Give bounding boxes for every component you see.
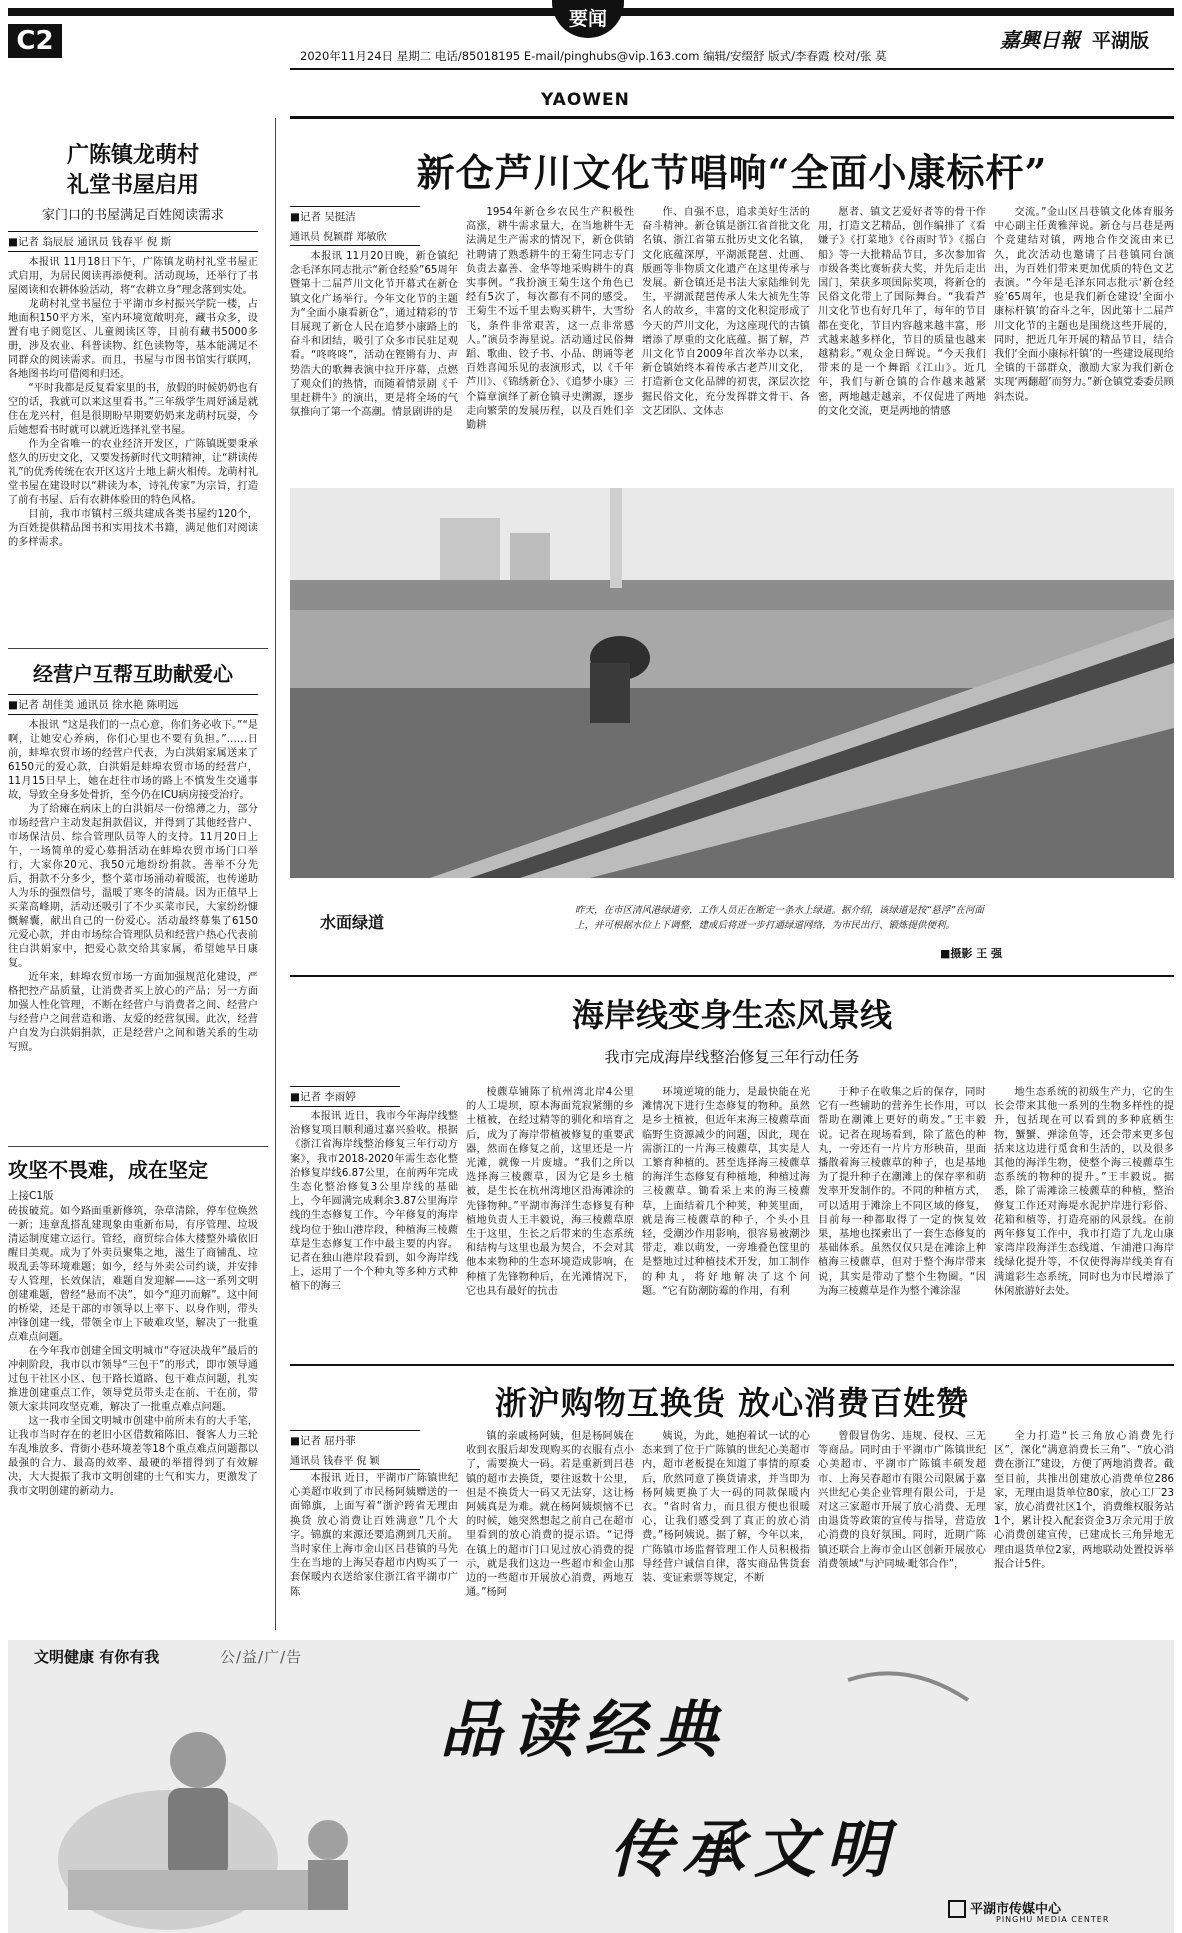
- media-center-name: 平湖市传媒中心: [970, 1902, 1062, 1917]
- shopping-column-4: [818, 1430, 986, 1628]
- body-paragraph: 本报讯 11月20日晚，新仓镇纪念毛泽东同志批示“新仓经验”65周年暨第十二届芦川文化节开幕式在新仓镇文化广场举行。今年文化节的主题为“全面小康看新仓”，通过精彩的节目展现了新仓人民在追梦小康路上的奋斗和团结，吸引了众多市民驻足观看。“咚咚咚”，活动在铿锵有力、声势浩大的歌舞表演中拉开序幕，点燃了观众们的热情，而随着情景剧《千里赶耕牛》的演出，更是将全场的气氛推向了第一个高潮。情景剧讲的是: [290, 251, 458, 419]
- body-paragraph: 本报讯 “这是我们的一点心意，你们务必收下。”“是啊，让她安心养病，你们心里也不要有负担。”……日前，蚌埠农贸市场的经营户代表，为白洪娟家属送来了6150元的爱心款，白洪娟是蚌埠农贸市场的经营户，11月15日早上，她在赶往市场的路上不慎发生交通事故，导致全身多处骨折，至今仍在ICU病房接受治疗。: [8, 720, 258, 801]
- main-column-4: [818, 206, 986, 480]
- ad-headline-2: 传承文明: [610, 1813, 899, 1886]
- shopping-column-1: [290, 1472, 458, 1628]
- section-divider: [8, 648, 268, 649]
- body-paragraph: 这一我市全国文明城市创建中前所未有的大手笔，让我市当时存在的老旧小区借数箱陈旧、餐客人力三轮车乱堆放多、背街小巷环境差等18个重点难点问题都以最强的合力、最高的效率、最硬的举措得到了有效解决，大大提振了我市文明创建的士气和实力，更激发了我市文明创建的新动力。: [8, 1416, 258, 1497]
- body-paragraph: 本报讯 11月18日下午，广陈镇龙萌村礼堂书屋正式启用，为居民阅读再添便利。活动现场，还举行了书屋阅读和农耕体验活动，将“农耕立身”理念落到实处。: [8, 257, 258, 296]
- body-paragraph: 交流。”金山区吕巷镇文化体育服务中心副主任黄雅萍说。新仓与吕巷是两个竞建结对镇，两地合作交流由来已久，此次活动也邀请了吕巷镇同台演出，为百姓们带来更加优质的特色文艺表演。“今年是毛泽东同志批示‘新仓经验’65周年，也是我们新仓建设‘全面小康标杆镇’的奋斗之年，因此第十二届芦川文化节的主题也是围绕这些开展的，同时，把近几年开展的精品节目，结合我们‘全面小康标杆镇’的一些建设展现给全镇的干部群众，激励大家为我们新仓实现‘两翻超’而努力。”新仓镇党委委员顾斜杰说。: [994, 207, 1174, 403]
- coast-headline: 海岸线变身生态风景线: [571, 996, 892, 1034]
- article-library: [8, 140, 258, 550]
- body-paragraph: 曾假冒伪劣、违规、侵权、三无等商品。同时由于平湖市广陈镇世纪心美超市、平湖市广陈镇丰硕发超市、上海吴春超市有限公司限属于嘉兴世纪心美企业管理有限公司，于是对这三家超市开展了放心消费、无理由退货等政策的宣传与指导，营造放心消费的良好氛围。同时，近期广陈镇还联合上海市金山区创新开展放心消费领域“与沪同城·毗邻合作”，: [818, 1431, 986, 1570]
- shopping-byline: [290, 1430, 420, 1470]
- body-paragraph: 为了给瘫在病床上的白洪娟尽一份绵薄之力，部分市场经营户主动发起捐款倡议，并得到了其他经营户、市场保洁员、综合管理队员等人的支持。11月20日上午，一场简单的爱心募捐活动在蚌埠农贸市场门口举行，大家你20元、我50元地纷纷捐款。善举不分先后，捐款不分多少，整个菜市场涌动着暖流，也传递助人为乐的强烈信号，温暖了寒冬的清晨。因为正值早上买菜高峰期，活动还吸引了不少买菜市民，大家纷纷慷慨解囊，献出自己的一份爱心。活动最终募集了6150元爱心款，并由市场综合管理队员和经营户热心代表前往白洪娟家中，把爱心款交给其家属，希望她早日康复。: [8, 804, 258, 969]
- header-rule-thick: [290, 116, 1174, 119]
- section-divider: [8, 1146, 268, 1147]
- photo-credit: ■摄影 王 强: [940, 947, 1003, 960]
- section-divider: [290, 975, 1174, 977]
- body-paragraph: 姨说，为此，她抱着试一试的心态来到了位于广陈镇的世纪心美超市内，超市老板提在知道了事情的原委后，欣然同意了换货请求，并当即为杨阿姨更换了大一码的同款保暖内衣。“省时省力，而且很方便也很暖心，让我们感受到了真正的放心消费。”杨阿姨说。据了解，今年以来，广陈镇市场监督管理工作人员积极指导经营户诚信自律，落实商品售货套装、变证索票等规定，不断: [642, 1431, 810, 1585]
- article-title: 攻坚不畏难，成在坚定: [8, 1158, 208, 1182]
- body-paragraph: 环境逆境的能力，是最快能在光滩情况下进行生态修复的物种。虽然是乡土植被，但近年来海三棱藨草面临野生资源减少的问题，因此，现在需浙江的一片海三棱藨草，其实是人工繁育种植的。甚至选择海三棱藨草的海洋生态修复有种植地，种植过海三棱藨草。锄看采上来的海三棱藨草，上面结着几个种荚，种荚里面，就是海三棱藨草的种子，个头小且轻，受潮沙作用影响，很容易被潮沙带走，难以萌发，一旁堆叠色筐里的是整地过过种植技术开发，加工制作的种丸，将好地解决了这个问题。“它有防潮防霉的作用，有利: [642, 1087, 810, 1297]
- ad-headline-1: 品读经典: [440, 1693, 729, 1766]
- body-paragraph: 棱藨草铺陈了杭州湾北岸4公里的人工堤坝，原本海面荒寂紧绷的乡土植被，在经过精等的驯化和培育之后，成为了海岸带植被修复的重要武器，然而在修复之前，这里还是一片光滩，就像一片废墟。“我们之所以选择海三棱藨草，因为它是乡土植被，是生长在杭州湾地区沿海滩涂的先锋物种。”平湖市海洋生态修复有种植地负责人王丰毅说，海三棱藨草原生于这里，生长之后带来的生态系统和结构与这里也最为契合，不会对其他本来物种的生态环境造成影响，在种植了先锋物种后，在光滩情况下，它也具有最好的抗击: [466, 1087, 634, 1297]
- date-line: 2020年11月24日 星期二 电话/85018195 E-mail/pinghubs@vip.163.com 编辑/安缀舒 版式/李春霞 校对/张 莫: [300, 49, 887, 63]
- body-paragraph: 本报讯 近日，我市今年海岸线整治修复项目顺利通过嘉兴验收。根据《浙江省海岸线整治修复三年行动方案》，我市2018-2020年需生态化整治修复岸线6.87公里，在前两年完成生态化整治修复3公里岸线的基础上，今年圆满完成剩余3.87公里海岸线的生态修复工作。今年修复的海岸线均位于独山港岸段，种植海三棱藨草是生态修复工作中最主要的内容。记者在独山港岸段看到，如今海岸线上，运用了一个个种丸等多种方式种植下的海三: [290, 1111, 458, 1293]
- body-paragraph: 作、自强不息，追求美好生活的奋斗精神。新仓镇是浙江省首批文化名镇、浙江省第五批历史文化名镇，文化底蕴深厚，平湖派琵琶、灶画、版画等非物质文化遗产在这里传承与发展。新仓镇还是书法大家陆维钊先生，平湖派琵琶传承人朱大祯先生等名人的故乡，丰富的文化积淀形成了今天的芦川文化，为这座现代的古镇增添了厚重的文化底蕴。据了解，芦川文化节自2009年首次举办以来，新仓镇始终本着传承古老芦川文化，打造新仓文化品牌的初衷，深层次挖掘民俗文化，充分发挥群文骨干、各文艺团队、文体志: [642, 207, 810, 417]
- ad-tag: 公/益/广/告: [220, 1648, 303, 1666]
- main-column-1: [290, 250, 458, 480]
- byline: 通讯员 倪颖群 郑敏欣: [290, 226, 420, 246]
- shopping-column-2: [466, 1430, 634, 1628]
- photo-title: 水面绿道: [320, 913, 385, 932]
- article-title: 礼堂书屋启用: [66, 172, 199, 198]
- byline: ■记者 屈丹菲: [290, 1430, 420, 1450]
- body-paragraph: 愿者、镇文艺爱好者等的骨干作用，打造文艺精品，创作编排了《看嫌子》《打菜地》《谷雨时节》《摇白船》等一大批精品节目，多次参加省市级各类比赛斩获大奖，并先后走出国门，荣获多项国际奖项，将新仓的民俗文化带上了国际舞台。“我看芦川文化节也有好几年了，每年的节目都在变化，节目内容越来越丰富，形式越来越多样化，节目的质量也越来越精彩。”观众金日辉说。“今天我们带来的是一个舞蹈《江山》。近几年，我们与新仓镇的合作越来越紧密，两地越走越亲，不仅促进了两地的文化交流，更是两地的情感: [818, 207, 986, 417]
- body-paragraph: “平时我都是反复看家里的书，放假的时候奶奶也有空的话，我就可以来这里看书。”三年级学生周妤涵是就住在龙兴村，但是很期盼早期要奶奶来龙萌村玩耍，今后她想看书时就可以就近选择礼堂书屋。: [8, 383, 258, 436]
- shopping-column-3: [642, 1430, 810, 1628]
- body-paragraph: 作为全省唯一的农业经济开发区，广陈镇既要秉承悠久的历史文化，又要发扬新时代文明精神，让“耕读传礼”的优秀传统在农开区这片土地上薪火相传。龙萌村礼堂书屋在建设时以“耕读为本，诗礼传家”为宗旨，打造了前有书屋、后有农耕体验田的特色风格。: [8, 439, 258, 506]
- shopping-column-5: [994, 1430, 1174, 1628]
- header-rule: [290, 68, 1174, 70]
- coast-byline: [290, 1086, 400, 1107]
- byline: 通讯员 钱春平 倪 颖: [290, 1450, 420, 1470]
- body-paragraph: 在今年我市创建全国文明城市“夺冠决战年”最后的冲刺阶段，我市以市领导“三包干”的形式，即市领导通过包干社区小区、包干路长道路、包干难点问题，扎实推进创建重点工作，领导党员带头走在前、干在前，带领大家共同攻坚克难，解决了一批重点难点问题。: [8, 1346, 258, 1413]
- edition-name: 平湖版: [1092, 30, 1150, 52]
- article-subtitle: 家门口的书屋满足百姓阅读需求: [41, 208, 224, 223]
- byline: ■记者 翁辰辰 通讯员 钱春平 倪 斯: [8, 231, 258, 252]
- ad-slogan: 文明健康 有你有我: [34, 1648, 160, 1666]
- news-photo: [290, 488, 1174, 878]
- body-paragraph: 地生态系统的初级生产力，它的生长会带来其他一系列的生物多样性的提升，包括现在可以看到的多种底栖生物，蟹蟹、弹涂鱼等，还会带来更多包括来这边进行觅食和生活的，以及很多其他的海洋生物，使整个海三棱藨草生态系统的物种的提升。”王丰毅说。据悉，除了需滩涂三棱藨草的种植，整治修复工作还对海堤水泥护岸进行彩俗、花箱和植等，打造亮丽的风景线。在前两年修复工作中，我市打造了九龙山康家湾岸段海洋生态线道、乍浦港口海岸线绿化提升等，不仅使得海岸线美育有满道彩生态系统，同时也为市民增添了休闲旅游好去处。: [994, 1087, 1174, 1297]
- article-title: 经营户互帮互助献爱心: [33, 662, 233, 686]
- body-paragraph: 龙萌村礼堂书屋位于平湖市乡村振兴学院一楼，占地面积150平方米，室内环境宽敞明亮，藏书众多，设置有电子阅览区、儿童阅读区等，目前有藏书5000多册，涉及农业、科普读物、红色读物等，基本能满足不同群众的阅读需求。而且，书屋与市图书馆实行联网，各地图书均可借阅和归还。: [8, 299, 258, 380]
- coast-column-3: [642, 1086, 810, 1358]
- body-paragraph: 本报讯 近日，平湖市广陈镇世纪心美超市收到了市民杨阿姨赠送的一面锦旗，上面写着“浙沪跨省无理由换货 放心消费让百姓满意”几个大字。锦旗的来源还要追溯到几天前。当时家住上海市金山区吕巷镇的马先生在当地的上海吴春超市内购买了一套保暖内衣送给家住浙江省平湖市广陈: [290, 1473, 458, 1598]
- coast-column-5: [994, 1086, 1174, 1358]
- section-pinyin: YAOWEN: [541, 90, 630, 110]
- main-column-3: [642, 206, 810, 480]
- main-byline: [290, 206, 420, 246]
- body-paragraph: 于种子在收集之后的保存，同时它有一些辅助的营养生长作用，可以帮助在潮滩上更好的萌发。”王丰毅说。记者在现场看到，除了蓝色的种丸，一旁还有一片片方形秧苗，里面播散着海三棱藨草的种子，也是基地为了提升种子在潮滩上的保存率和萌发率开发制作的。不同的种植方式，可以适用于滩涂上不同区域的修复，目前每一种都取得了一定的恢复效果，基地也探索出了一套生态修复的基础体系。虽然仅仅只是在滩涂上种植海三棱藨草，但对于整个海岸带来说，其实是带动了整个生物圈。“因为海三棱藨草是作为整个滩涂湿: [818, 1087, 986, 1297]
- article-donation: [8, 660, 258, 1055]
- coast-column-2: [466, 1086, 634, 1358]
- article-campaign: [8, 1156, 258, 1632]
- body-paragraph: 目前，我市市镇村三级共建成各类书屋约120个，为百姓提供精品图书和实用技术书籍，满足他们对阅读的多样需求。: [8, 509, 258, 548]
- main-headline: 新仓芦川文化节唱响“全面小康标杆”: [416, 150, 1048, 195]
- body-paragraph: 近年来，蚌埠农贸市场一方面加强规范化建设，严格把控产品质量，让消费者买上放心的产品；另一方面加强人性化管理，不断在经营户与消费者之间、经营户与经营户之间营造和谐、友爱的经营氛围。此次，经营户自发为白洪娟捐款，正是经营户之间和谐关系的生动写照。: [8, 972, 258, 1053]
- photo-caption: 昨天，在市区清风港绿道旁，工作人员正在断定一条水上绿道。据介绍，该绿道是按“悬浮”在河面上，并可根据水位上下调整，建成后将进一步打通绿道网络，为市民出行、锻炼提供便利。: [575, 905, 984, 931]
- article-title: 广陈镇龙萌村: [66, 142, 199, 168]
- coast-column-4: [818, 1086, 986, 1358]
- body-paragraph: 镇的亲戚杨阿姨，但是杨阿姨在收到衣服后却发现购买的衣服有点小了，需要换大一码。若是重新到吕巷镇的超市去换货，要往返数十公里，但是不换货大一码又无法穿，这让杨阿姨真是为难。就在杨阿姨烦恼不已的时候，她突然想起之前自己在超市里看到的放心消费的提示语。“记得在镇上的超市门口见过放心消费的提示，就是我们这边一些超市和金山那边的一些超市开展放心消费，两地互通。”杨阿: [466, 1431, 634, 1599]
- main-column-2: [466, 206, 634, 480]
- main-column-5: [994, 206, 1174, 480]
- media-center-name-en: PINGHU MEDIA CENTER: [996, 1915, 1110, 1924]
- byline: ■记者 胡佳美 通讯员 徐水艳 陈明远: [8, 694, 258, 715]
- coast-column-1: [290, 1110, 458, 1358]
- paper-name: 嘉興日報: [1000, 28, 1080, 52]
- byline: ■记者 吴挺洁: [290, 206, 420, 226]
- media-center-logo-icon: [948, 1900, 966, 1918]
- byline: ■记者 李雨婷: [290, 1086, 400, 1107]
- section-badge: 要闻: [552, 0, 624, 38]
- continued-label: 上接C1版: [8, 1190, 54, 1202]
- column-divider: [275, 118, 276, 1630]
- section-divider: [290, 1364, 1174, 1366]
- body-paragraph: 砖拔破荒。如今路面重新修筑，杂草清除，停车位焕然一新；违章乱搭乱建现象由重新布局，有序管理、垃圾清运制度建立运行。管经，商贸综合体大楼整外墙依旧醒目美观。成为了外卖员聚集之地，滋生了商铺乱、垃圾乱丢等环境难题；如今，经与外卖公司约谈，并安排专人管理，长效保洁，难题自发迎解——这一系列文明创建难题，曾经“悬而不决”，如今“迎刃而解”。这中间的桥梁，还是干部的市领导以上率下、以身作则，带头冲锋创建一线，带领全市上下破难攻坚，解决了一批重点难点问题。: [8, 1206, 258, 1343]
- body-paragraph: 全力打造“长三角放心消费先行区”，深化“满意消费长三角”、“放心消费在浙江”建设，方便了两地消费者。截至目前，共推出创建放心消费单位286家，无理由退货单位80家，放心工厂23家，放心消费社区1个，消费维权服务站1个，累计投入配套资金3万余元用于放心消费创建宣传，已建成长三角异地无理由退货单位2家，两地联动处置投诉举报合计5件。: [994, 1431, 1174, 1570]
- coast-subheadline: 我市完成海岸线整治修复三年行动任务: [604, 1048, 860, 1066]
- shopping-headline: 浙沪购物互换货 放心消费百姓赞: [494, 1384, 970, 1422]
- body-paragraph: 1954年新仓乡农民生产积极性高涨，耕牛需求量大，在当地耕牛无法满足生产需求的情况下，新仓供销社聘请了熟悉耕牛的王菊生同志专门负责去嘉善、金华等地采购耕牛的真实事例。“我扮演王菊生这个角色已经有5次了，每次都有不同的感受。王菊生不远千里去购买耕牛，大雪纷飞，条件非常艰苦，这一点非常感人。”演员李海星说。活动通过民俗舞蹈、歌曲、铰子书、小品、朗诵等老百姓喜闻乐见的表演形式，以《千年芦川》、《锦绣新仓》、《追梦小康》三个篇章演绎了新仓镇寻史溯源，逐步走向繁荣的发展历程，以及百姓们辛勤耕: [466, 207, 634, 432]
- page-code: C2: [8, 24, 62, 58]
- greenway-photo-illustration: [290, 488, 1174, 878]
